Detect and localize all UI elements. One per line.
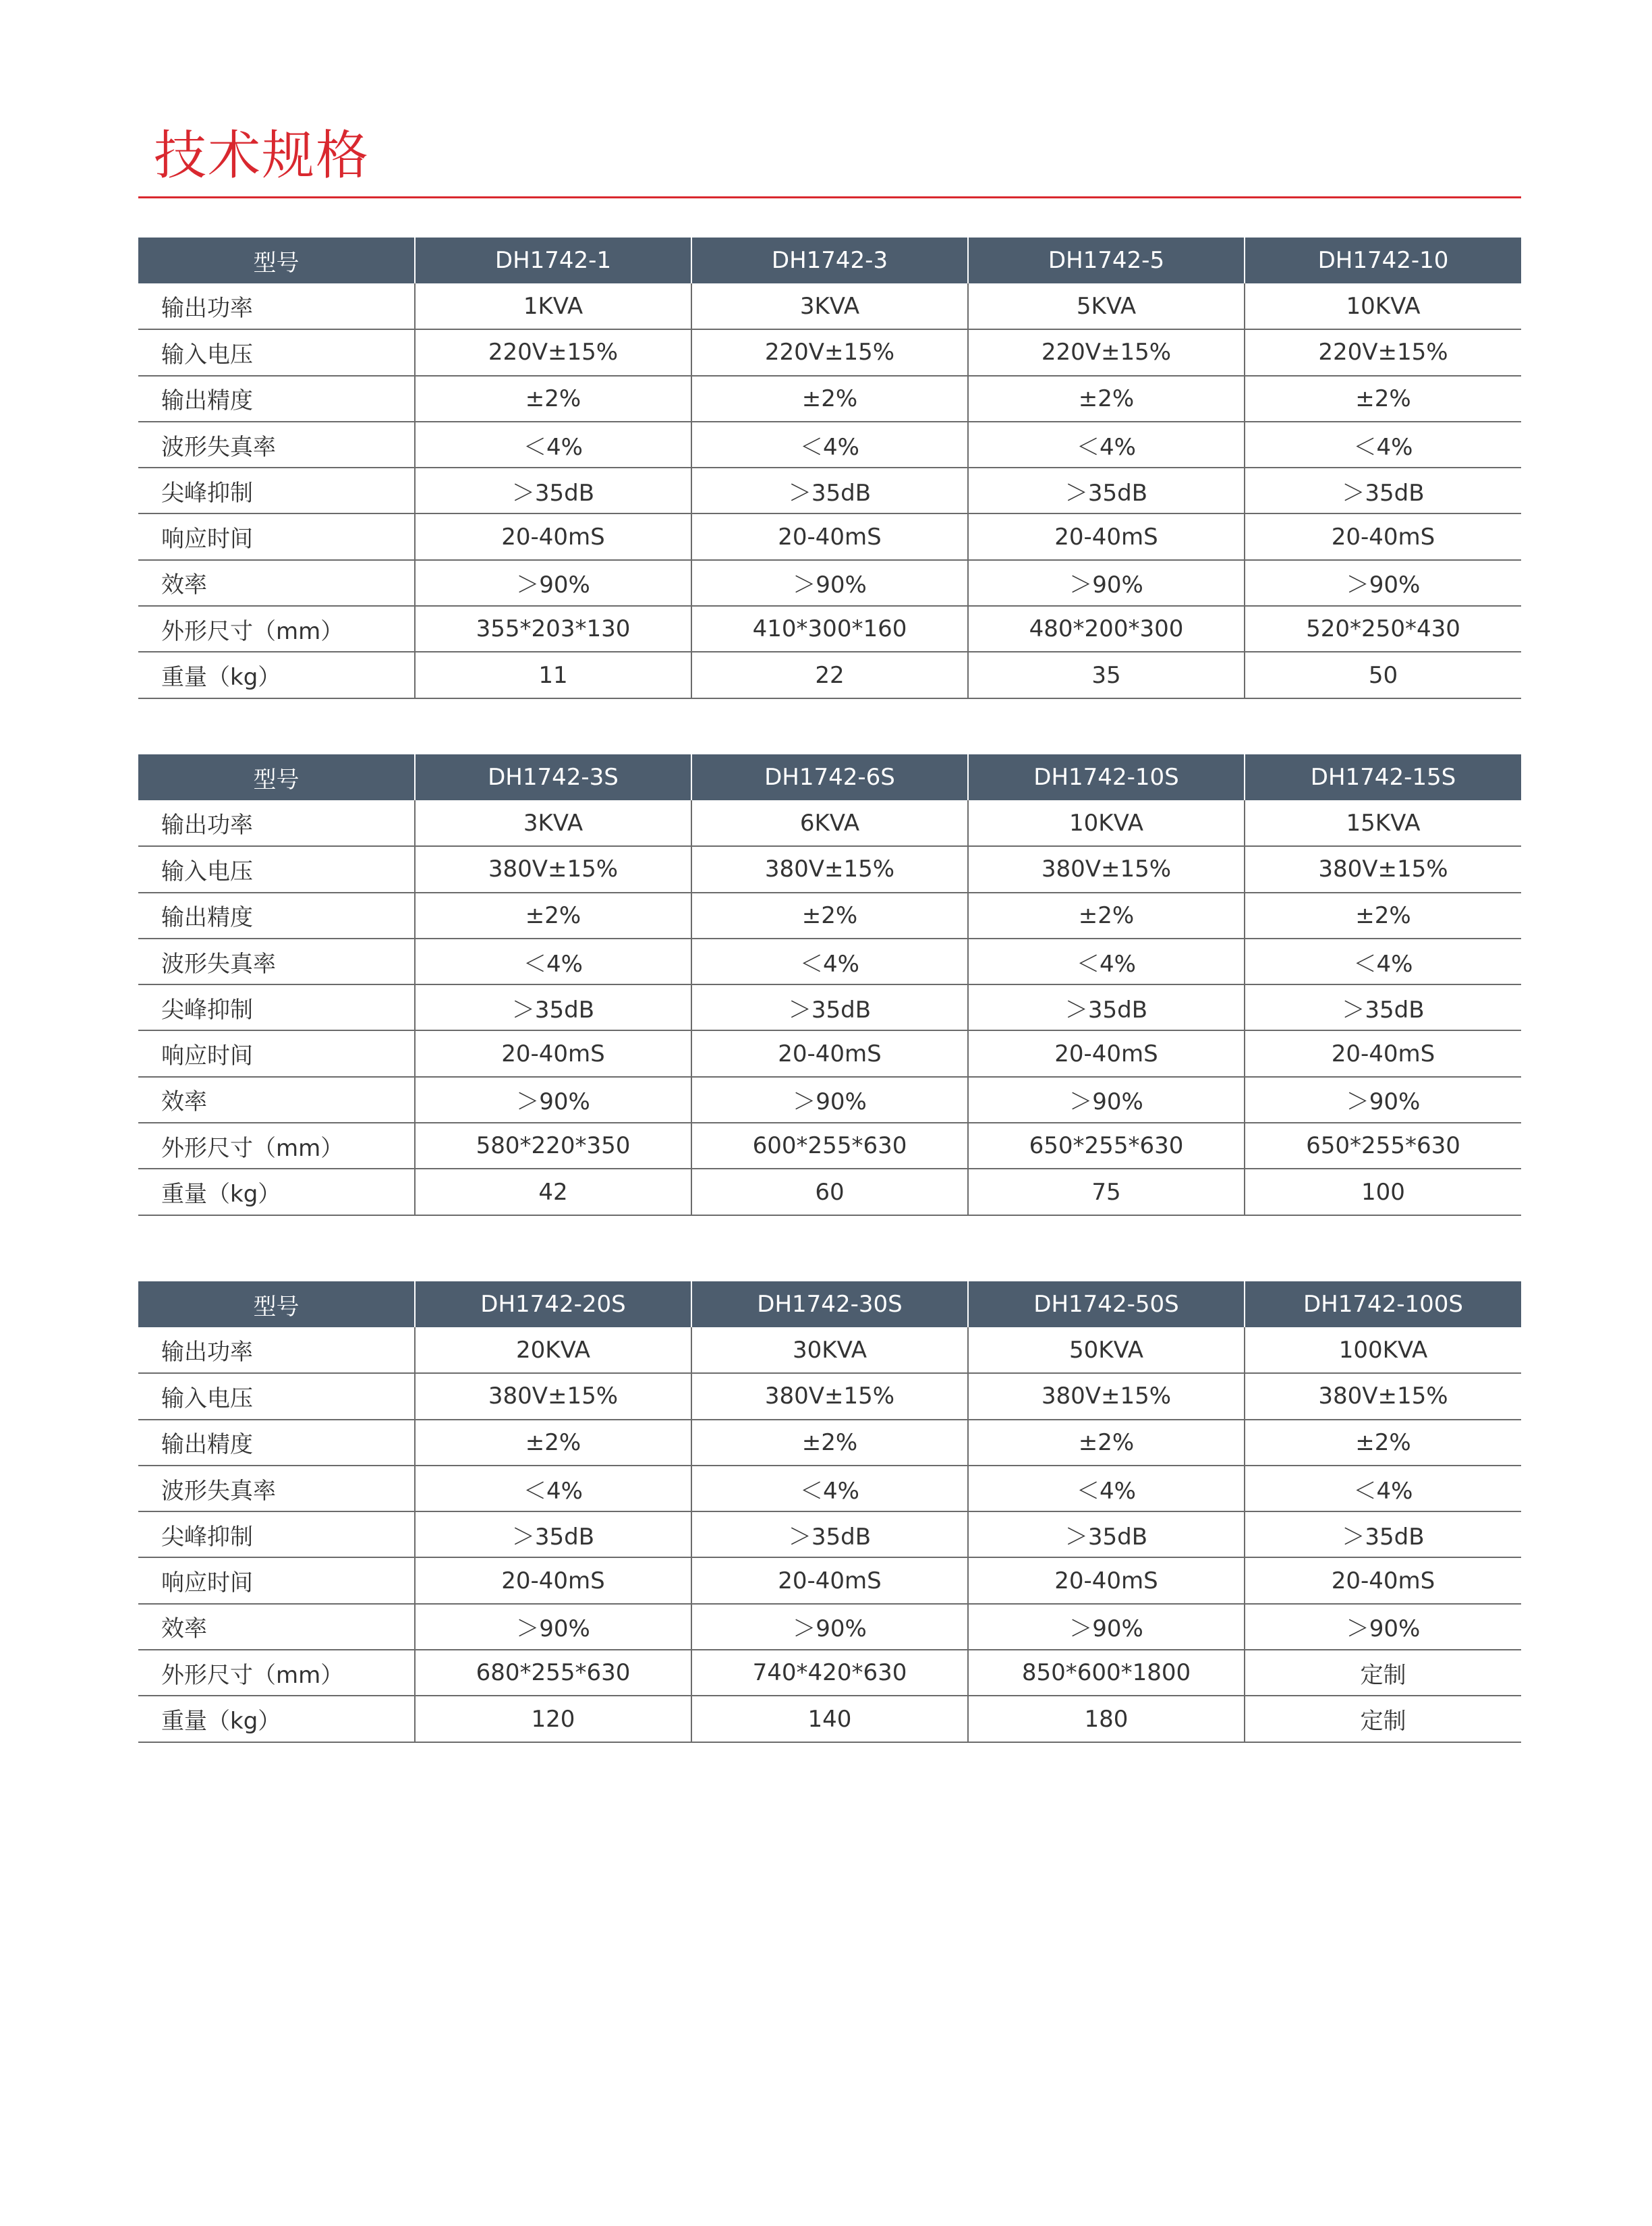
table-cell: 6KVA — [691, 800, 968, 846]
table-row — [138, 1123, 1521, 1169]
header-label-model: 型号 — [138, 238, 415, 283]
spec-table-2 — [138, 754, 1521, 1216]
table-row — [138, 1373, 1521, 1419]
table-cell: 20-40mS — [968, 1557, 1245, 1603]
table-cell: 520*250*430 — [1245, 606, 1521, 652]
table-cell: 180 — [968, 1696, 1245, 1742]
row-label-dimensions: 外形尺寸（mm） — [138, 1650, 415, 1696]
table-cell: 600*255*630 — [691, 1123, 968, 1169]
table-cell: ＞90% — [968, 1077, 1245, 1123]
table-cell: ＞35dB — [415, 984, 691, 1030]
header-label-model: 型号 — [138, 754, 415, 800]
model-header-cell: DH1742-10S — [968, 754, 1245, 800]
row-label-response-time: 响应时间 — [138, 1030, 415, 1076]
table-cell: ＞35dB — [1245, 984, 1521, 1030]
table-cell: 5KVA — [968, 283, 1245, 329]
table-cell: 3KVA — [415, 800, 691, 846]
table-cell: ＞90% — [1245, 1604, 1521, 1650]
table-cell: ＞90% — [1245, 560, 1521, 606]
table-cell: ＜4% — [691, 422, 968, 468]
table-cell: ＜4% — [691, 939, 968, 984]
model-header-cell: DH1742-3S — [415, 754, 691, 800]
table-cell: ＜4% — [968, 939, 1245, 984]
table-cell: 15KVA — [1245, 800, 1521, 846]
row-label-waveform-distortion: 波形失真率 — [138, 939, 415, 984]
table-row — [138, 283, 1521, 329]
header-label-model: 型号 — [138, 1281, 415, 1327]
table-row — [138, 1077, 1521, 1123]
table-row — [138, 468, 1521, 513]
model-header-cell: DH1742-20S — [415, 1281, 691, 1327]
table-cell: 220V±15% — [968, 329, 1245, 375]
table-cell: 42 — [415, 1169, 691, 1215]
row-label-output-accuracy: 输出精度 — [138, 1420, 415, 1466]
table-cell: ±2% — [968, 893, 1245, 939]
table-row — [138, 1511, 1521, 1557]
table-cell: ＞90% — [691, 1604, 968, 1650]
table-cell: ＜4% — [415, 422, 691, 468]
model-header-cell: DH1742-15S — [1245, 754, 1521, 800]
model-header-cell: DH1742-5 — [968, 238, 1245, 283]
table-cell: 380V±15% — [1245, 846, 1521, 892]
row-label-dimensions: 外形尺寸（mm） — [138, 1123, 415, 1169]
table-cell: 480*200*300 — [968, 606, 1245, 652]
table-cell: ＞35dB — [968, 468, 1245, 513]
table-row — [138, 893, 1521, 939]
table-row — [138, 800, 1521, 846]
table-cell: 20KVA — [415, 1327, 691, 1373]
row-label-efficiency: 效率 — [138, 1604, 415, 1650]
table-cell: ＞35dB — [691, 468, 968, 513]
row-label-weight: 重量（kg） — [138, 1696, 415, 1742]
table-cell: 10KVA — [1245, 283, 1521, 329]
table-cell: ＞35dB — [415, 468, 691, 513]
table-cell: 30KVA — [691, 1327, 968, 1373]
table-cell: ＜4% — [1245, 939, 1521, 984]
table-cell: 140 — [691, 1696, 968, 1742]
model-header-cell: DH1742-3 — [691, 238, 968, 283]
page-title: 技术规格 — [154, 126, 370, 186]
table-cell: ＞90% — [415, 1604, 691, 1650]
table-row — [138, 513, 1521, 559]
table-cell: 355*203*130 — [415, 606, 691, 652]
table-cell: ±2% — [1245, 893, 1521, 939]
table-cell: 100 — [1245, 1169, 1521, 1215]
table-cell: 380V±15% — [1245, 1373, 1521, 1419]
table-cell: 580*220*350 — [415, 1123, 691, 1169]
table-cell: 380V±15% — [691, 846, 968, 892]
table-cell: ±2% — [1245, 376, 1521, 422]
table-cell: 50KVA — [968, 1327, 1245, 1373]
table-cell: 220V±15% — [1245, 329, 1521, 375]
model-header-cell: DH1742-30S — [691, 1281, 968, 1327]
table-cell: ＞35dB — [968, 984, 1245, 1030]
table-cell: 650*255*630 — [968, 1123, 1245, 1169]
table-cell: ＞35dB — [1245, 468, 1521, 513]
row-label-efficiency: 效率 — [138, 1077, 415, 1123]
table-cell: 680*255*630 — [415, 1650, 691, 1696]
row-label-output-accuracy: 输出精度 — [138, 893, 415, 939]
table-cell: 380V±15% — [968, 846, 1245, 892]
table-cell: ＞90% — [691, 1077, 968, 1123]
table-cell: 22 — [691, 652, 968, 698]
row-label-dimensions: 外形尺寸（mm） — [138, 606, 415, 652]
table-cell: ＞35dB — [415, 1511, 691, 1557]
table-cell: 220V±15% — [691, 329, 968, 375]
table-cell: ＞90% — [968, 1604, 1245, 1650]
table-row — [138, 1557, 1521, 1603]
table-cell: 100KVA — [1245, 1327, 1521, 1373]
table-cell: 20-40mS — [691, 513, 968, 559]
table-cell: 20-40mS — [691, 1030, 968, 1076]
table-cell: ±2% — [968, 1420, 1245, 1466]
table-cell: 20-40mS — [1245, 1030, 1521, 1076]
table-cell: 10KVA — [968, 800, 1245, 846]
table-cell: ＞35dB — [691, 1511, 968, 1557]
table-cell: 定制 — [1245, 1696, 1521, 1742]
row-label-weight: 重量（kg） — [138, 652, 415, 698]
row-label-output-accuracy: 输出精度 — [138, 376, 415, 422]
table-cell: ＞90% — [1245, 1077, 1521, 1123]
table-cell: 380V±15% — [415, 1373, 691, 1419]
table-cell: 20-40mS — [1245, 513, 1521, 559]
table-cell: 380V±15% — [691, 1373, 968, 1419]
model-header-cell: DH1742-10 — [1245, 238, 1521, 283]
table-cell: 60 — [691, 1169, 968, 1215]
table-row — [138, 1604, 1521, 1650]
row-label-weight: 重量（kg） — [138, 1169, 415, 1215]
table-cell: ±2% — [968, 376, 1245, 422]
table-cell: 740*420*630 — [691, 1650, 968, 1696]
title-divider — [138, 196, 1521, 198]
model-header-cell: DH1742-1 — [415, 238, 691, 283]
table-cell: ＞35dB — [1245, 1511, 1521, 1557]
table-cell: 120 — [415, 1696, 691, 1742]
table-cell: 20-40mS — [415, 1030, 691, 1076]
table-cell: ＜4% — [691, 1466, 968, 1511]
table-header-row — [138, 238, 1521, 283]
table-row — [138, 1420, 1521, 1466]
table-cell: 20-40mS — [415, 513, 691, 559]
table-cell: 220V±15% — [415, 329, 691, 375]
table-cell: ±2% — [415, 893, 691, 939]
model-header-cell: DH1742-50S — [968, 1281, 1245, 1327]
table-cell: 380V±15% — [968, 1373, 1245, 1419]
table-row — [138, 939, 1521, 984]
table-cell: ＞35dB — [691, 984, 968, 1030]
row-label-efficiency: 效率 — [138, 560, 415, 606]
table-cell: ＞90% — [415, 1077, 691, 1123]
table-header-row — [138, 1281, 1521, 1327]
model-header-cell: DH1742-6S — [691, 754, 968, 800]
row-label-spike-suppression: 尖峰抑制 — [138, 468, 415, 513]
table-cell: 20-40mS — [415, 1557, 691, 1603]
row-label-waveform-distortion: 波形失真率 — [138, 1466, 415, 1511]
table-cell: ±2% — [691, 893, 968, 939]
table-cell: 3KVA — [691, 283, 968, 329]
table-cell: ＜4% — [968, 1466, 1245, 1511]
table-cell: ＞90% — [691, 560, 968, 606]
table-cell: ＜4% — [415, 939, 691, 984]
table-cell: ±2% — [691, 1420, 968, 1466]
row-label-response-time: 响应时间 — [138, 513, 415, 559]
table-cell: 35 — [968, 652, 1245, 698]
model-header-cell: DH1742-100S — [1245, 1281, 1521, 1327]
row-label-input-voltage: 输入电压 — [138, 1373, 415, 1419]
row-label-spike-suppression: 尖峰抑制 — [138, 984, 415, 1030]
table-cell: 20-40mS — [691, 1557, 968, 1603]
table-cell: ±2% — [415, 1420, 691, 1466]
table-cell: 850*600*1800 — [968, 1650, 1245, 1696]
table-cell: 20-40mS — [968, 513, 1245, 559]
spec-table-1 — [138, 238, 1521, 699]
table-row — [138, 422, 1521, 468]
table-row — [138, 329, 1521, 375]
row-label-output-power: 输出功率 — [138, 1327, 415, 1373]
table-cell: 20-40mS — [1245, 1557, 1521, 1603]
table-row — [138, 1030, 1521, 1076]
table-row — [138, 1466, 1521, 1511]
table-cell: 定制 — [1245, 1650, 1521, 1696]
row-label-response-time: 响应时间 — [138, 1557, 415, 1603]
table-cell: 20-40mS — [968, 1030, 1245, 1076]
table-cell: 50 — [1245, 652, 1521, 698]
row-label-input-voltage: 输入电压 — [138, 329, 415, 375]
table-cell: ＞90% — [968, 560, 1245, 606]
table-cell: 650*255*630 — [1245, 1123, 1521, 1169]
table-cell: 75 — [968, 1169, 1245, 1215]
table-row — [138, 1696, 1521, 1742]
table-cell: ＞35dB — [968, 1511, 1245, 1557]
row-label-output-power: 输出功率 — [138, 283, 415, 329]
table-cell: ±2% — [691, 376, 968, 422]
table-cell: ±2% — [1245, 1420, 1521, 1466]
table-cell: 1KVA — [415, 283, 691, 329]
table-row — [138, 606, 1521, 652]
table-cell: 410*300*160 — [691, 606, 968, 652]
table-cell: ＜4% — [415, 1466, 691, 1511]
table-cell: 380V±15% — [415, 846, 691, 892]
table-cell: 11 — [415, 652, 691, 698]
table-row — [138, 846, 1521, 892]
row-label-spike-suppression: 尖峰抑制 — [138, 1511, 415, 1557]
table-row — [138, 652, 1521, 698]
table-row — [138, 376, 1521, 422]
table-cell: ＞90% — [415, 560, 691, 606]
spec-table-3 — [138, 1281, 1521, 1743]
row-label-input-voltage: 输入电压 — [138, 846, 415, 892]
table-row — [138, 1327, 1521, 1373]
table-row — [138, 1650, 1521, 1696]
table-cell: ±2% — [415, 376, 691, 422]
table-row — [138, 1169, 1521, 1215]
table-cell: ＜4% — [968, 422, 1245, 468]
table-row — [138, 984, 1521, 1030]
table-cell: ＜4% — [1245, 1466, 1521, 1511]
table-cell: ＜4% — [1245, 422, 1521, 468]
table-header-row — [138, 754, 1521, 800]
row-label-output-power: 输出功率 — [138, 800, 415, 846]
table-row — [138, 560, 1521, 606]
row-label-waveform-distortion: 波形失真率 — [138, 422, 415, 468]
